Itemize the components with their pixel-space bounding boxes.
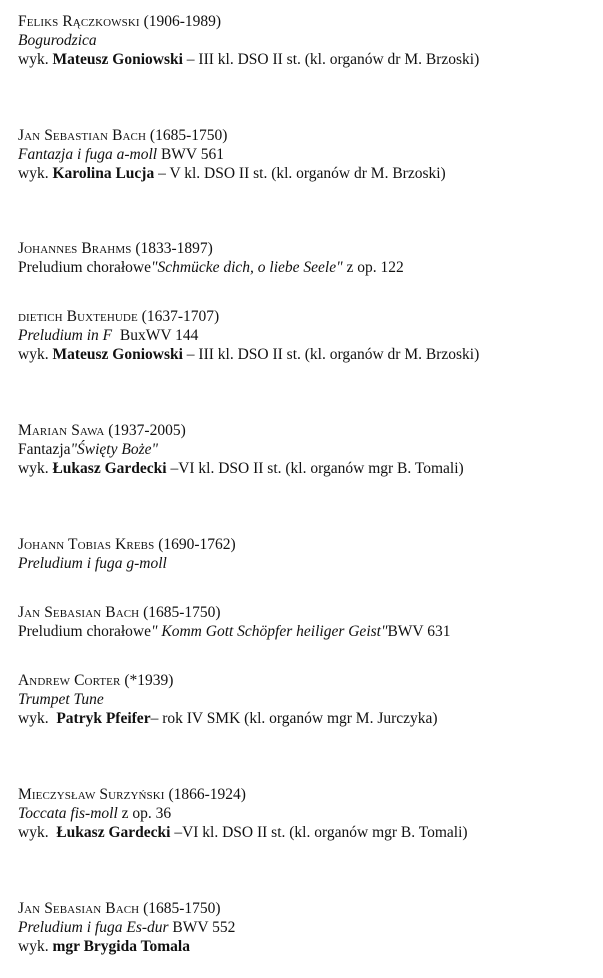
work-genre: Preludium chorałowe <box>18 259 152 276</box>
work-title: " Komm Gott Schöpfer heiliger Geist" <box>151 623 388 640</box>
composer-name: Andrew Corter <box>18 672 121 689</box>
work-catalog: BuxWV 144 <box>119 327 199 344</box>
composer-name: Jan Sebasian Bach <box>18 604 140 621</box>
composer-line <box>18 671 603 690</box>
performer-prefix: wyk. <box>18 938 49 955</box>
composer-dates: (1937-2005) <box>108 422 186 439</box>
work-line <box>18 258 603 277</box>
work-catalog: z op. 122 <box>346 259 404 276</box>
performer-name: mgr Brygida Tomala <box>52 938 190 955</box>
composer-name: Jan Sebastian Bach <box>18 127 147 144</box>
composer-line <box>18 899 603 918</box>
performer-prefix: wyk. <box>18 824 49 841</box>
composer-line <box>18 603 603 622</box>
work-title: Toccata fis-moll <box>18 805 118 822</box>
program-entry <box>18 239 603 277</box>
work-line <box>18 622 603 641</box>
composer-dates: (1685-1750) <box>143 604 221 621</box>
work-genre: Fantazja <box>18 441 71 458</box>
performer-details: –VI kl. DSO II st. (kl. organów mgr B. Tomali) <box>174 824 468 841</box>
work-line <box>18 145 603 164</box>
work-title: Trumpet Tune <box>18 691 104 708</box>
performer-line <box>18 459 603 478</box>
composer-line <box>18 307 603 326</box>
work-line <box>18 31 603 50</box>
performer-prefix: wyk. <box>18 710 49 727</box>
performer-name: Patryk Pfeifer <box>56 710 151 727</box>
program-entry <box>18 671 603 728</box>
performer-name: Mateusz Goniowski <box>52 346 183 363</box>
program-entry <box>18 12 603 69</box>
performer-details: – rok IV SMK (kl. organów mgr M. Jurczyka) <box>150 710 438 727</box>
composer-dates: (1685-1750) <box>143 900 221 917</box>
composer-dates: (1833-1897) <box>135 240 213 257</box>
work-catalog: BWV 552 <box>172 919 236 936</box>
composer-dates: (*1939) <box>124 672 174 689</box>
composer-name: Feliks Rączkowski <box>18 13 140 30</box>
program-entry <box>18 421 603 478</box>
composer-name: Johann Tobias Krebs <box>18 536 155 553</box>
performer-line <box>18 345 603 364</box>
performer-prefix: wyk. <box>18 346 49 363</box>
work-line <box>18 326 603 345</box>
work-line <box>18 554 603 573</box>
composer-dates: (1637-1707) <box>141 308 220 325</box>
composer-name: Johannes Brahms <box>18 240 132 257</box>
composer-dates: (1690-1762) <box>158 536 236 553</box>
performer-prefix: wyk. <box>18 460 49 477</box>
composer-line <box>18 785 603 804</box>
performer-line <box>18 50 603 69</box>
performer-details: – III kl. DSO II st. (kl. organów dr M. Brzoski) <box>186 51 480 68</box>
performer-name: Karolina Lucja <box>52 165 155 182</box>
work-title: "Schmücke dich, o liebe Seele" <box>151 259 343 276</box>
work-title: Fantazja i fuga a-moll <box>18 146 158 163</box>
work-line <box>18 440 603 459</box>
program-entry <box>18 899 603 956</box>
composer-dates: (1906-1989) <box>143 13 222 30</box>
performer-line <box>18 937 603 956</box>
composer-line <box>18 239 603 258</box>
work-catalog: BWV 561 <box>160 146 224 163</box>
composer-line <box>18 535 603 554</box>
work-title: Preludium i fuga Es-dur <box>18 919 169 936</box>
performer-prefix: wyk. <box>18 165 49 182</box>
program-entry <box>18 126 603 183</box>
composer-dates: (1685-1750) <box>149 127 228 144</box>
program-entry <box>18 603 603 641</box>
composer-name: Marian Sawa <box>18 422 105 439</box>
program-entry <box>18 535 603 573</box>
work-line <box>18 804 603 823</box>
work-genre: Preludium chorałowe <box>18 623 152 640</box>
performer-name: Łukasz Gardecki <box>52 460 167 477</box>
performer-prefix: wyk. <box>18 51 49 68</box>
work-catalog: BWV 631 <box>387 623 451 640</box>
composer-dates: (1866-1924) <box>168 786 246 803</box>
performer-name: Mateusz Goniowski <box>52 51 183 68</box>
performer-line <box>18 164 603 183</box>
program-entry <box>18 785 603 842</box>
performer-line <box>18 709 603 728</box>
composer-name: Jan Sebasian Bach <box>18 900 140 917</box>
work-line <box>18 690 603 709</box>
performer-details: – III kl. DSO II st. (kl. organów dr M. Brzoski) <box>186 346 480 363</box>
performer-line <box>18 823 603 842</box>
performer-details: –VI kl. DSO II st. (kl. organów mgr B. Tomali) <box>170 460 464 477</box>
composer-name: dietich Buxtehude <box>18 308 138 325</box>
composer-line <box>18 12 603 31</box>
work-line <box>18 918 603 937</box>
work-title: Preludium i fuga g-moll <box>18 555 167 572</box>
performer-name: Łukasz Gardecki <box>56 824 171 841</box>
performer-details: – V kl. DSO II st. (kl. organów dr M. Brzoski) <box>158 165 446 182</box>
work-title: "Święty Boże" <box>70 441 158 458</box>
composer-name: Mieczysław Surzyński <box>18 786 165 803</box>
work-title: Preludium in F <box>18 327 113 344</box>
work-title: Bogurodzica <box>18 32 97 49</box>
program-entry <box>18 307 603 364</box>
composer-line <box>18 126 603 145</box>
work-catalog: z op. 36 <box>121 805 172 822</box>
composer-line <box>18 421 603 440</box>
